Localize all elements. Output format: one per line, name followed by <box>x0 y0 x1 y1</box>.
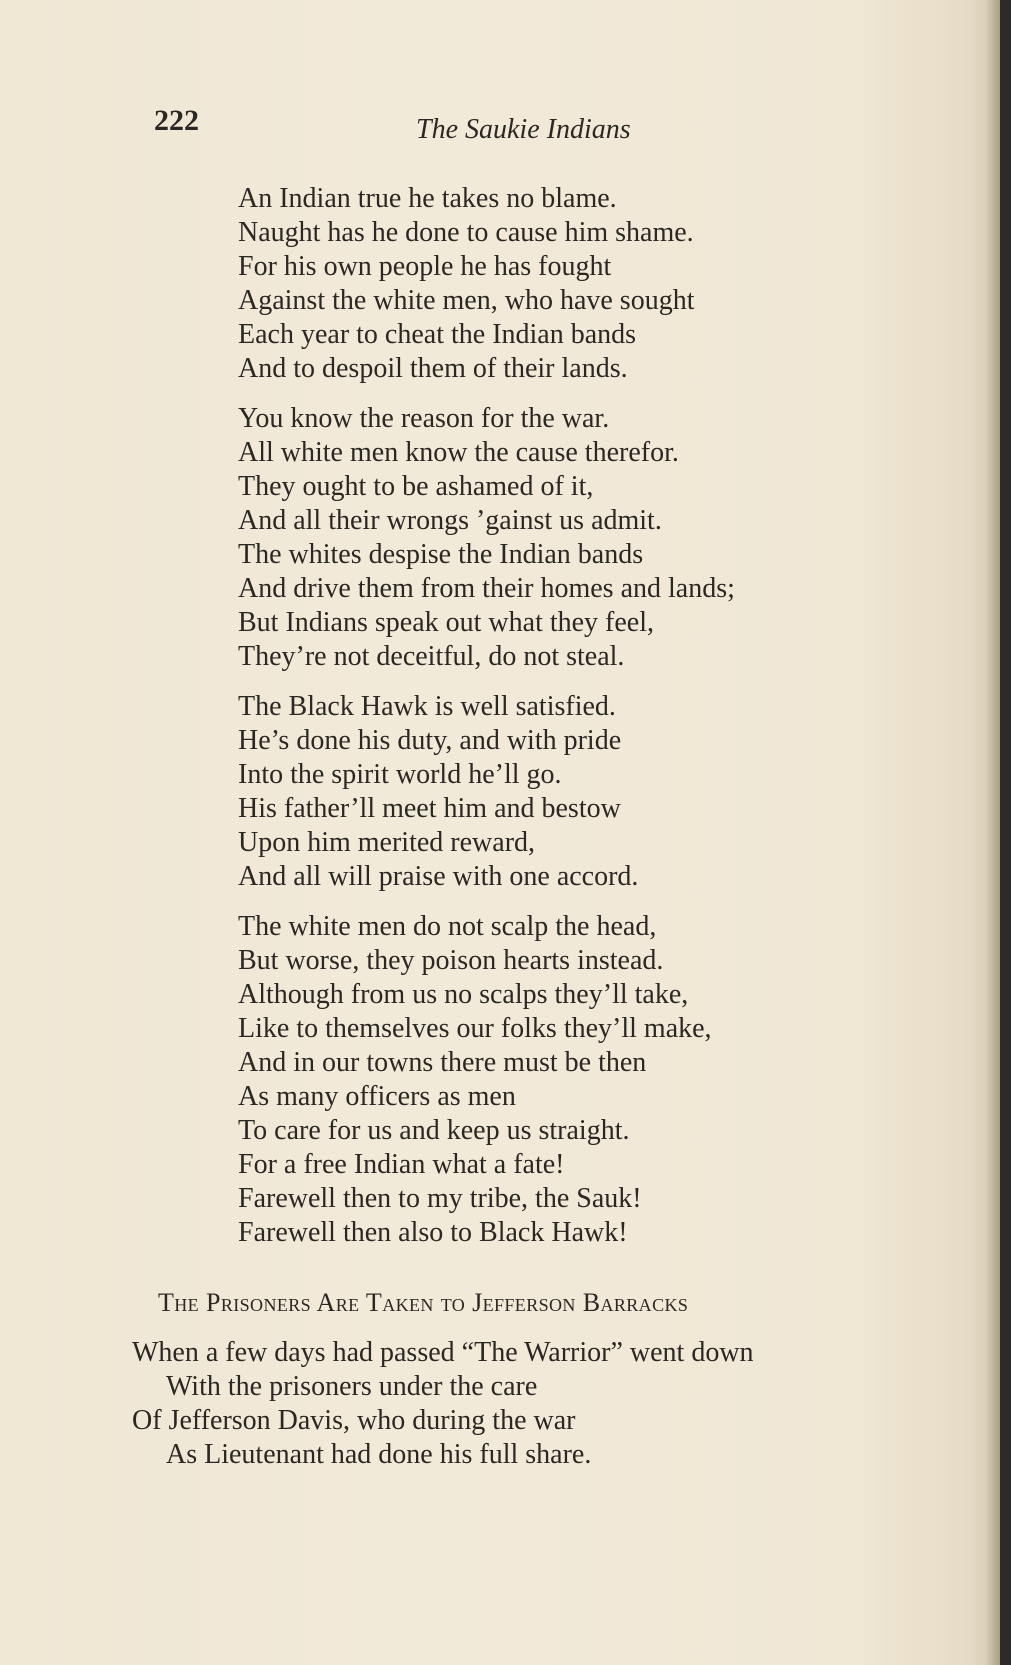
poem-line: Like to themselves our folks they’ll make, <box>238 1013 712 1044</box>
stanza-3 <box>238 690 978 894</box>
poem-line: They ought to be ashamed of it, <box>238 471 594 502</box>
page-number: 222 <box>154 104 199 137</box>
poem-line: Upon him merited reward, <box>238 827 536 858</box>
poem-line: And in our towns there must be then <box>238 1047 647 1078</box>
poem <box>238 182 978 1266</box>
poem-line: The Black Hawk is well satisfied. <box>238 691 616 722</box>
verse-line: As Lieutenant had done his full share. <box>166 1439 592 1470</box>
verse-line: Of Jefferson Davis, who during the war <box>132 1405 576 1436</box>
poem-line: The white men do not scalp the head, <box>238 911 657 942</box>
poem-line: The whites despise the Indian bands <box>238 539 644 570</box>
poem-line: As many officers as men <box>238 1081 516 1112</box>
poem-line: And all will praise with one accord. <box>238 861 639 892</box>
poem-line: But Indians speak out what they feel, <box>238 607 655 638</box>
poem-line: Each year to cheat the Indian bands <box>238 319 637 350</box>
poem-line: He’s done his duty, and with pride <box>238 725 622 756</box>
verse-line: With the prisoners under the care <box>166 1371 538 1402</box>
poem-line: And drive them from their homes and lands; <box>238 573 735 604</box>
section-heading: The Prisoners Are Taken to Jefferson Barracks <box>158 1288 689 1317</box>
poem-line: Farewell then to my tribe, the Sauk! <box>238 1183 642 1214</box>
poem-line: Although from us no scalps they’ll take, <box>238 979 689 1010</box>
stanza-4 <box>238 910 978 1250</box>
poem-line: To care for us and keep us straight. <box>238 1115 630 1146</box>
poem-line: And all their wrongs ’gainst us admit. <box>238 505 662 536</box>
poem-line: Into the spirit world he’ll go. <box>238 759 562 790</box>
poem-line: All white men know the cause therefor. <box>238 437 679 468</box>
poem-line: You know the reason for the war. <box>238 403 610 434</box>
stanza-1 <box>238 182 978 386</box>
poem-line: For his own people he has fought <box>238 251 612 282</box>
poem-line: But worse, they poison hearts instead. <box>238 945 664 976</box>
page-edge-shadow <box>986 0 1000 1665</box>
stanza-2 <box>238 402 978 674</box>
poem-line: Naught has he done to cause him shame. <box>238 217 694 248</box>
running-title: The Saukie Indians <box>416 114 631 145</box>
poem-line: Against the white men, who have sought <box>238 285 695 316</box>
poem-line: An Indian true he takes no blame. <box>238 183 617 214</box>
section-verse <box>132 1336 992 1472</box>
poem-line: They’re not deceitful, do not steal. <box>238 641 625 672</box>
poem-line: His father’ll meet him and bestow <box>238 793 621 824</box>
poem-line: Farewell then also to Black Hawk! <box>238 1217 628 1248</box>
poem-line: And to despoil them of their lands. <box>238 353 628 384</box>
verse-line: When a few days had passed “The Warrior” went down <box>132 1337 754 1368</box>
poem-line: For a free Indian what a fate! <box>238 1149 565 1180</box>
